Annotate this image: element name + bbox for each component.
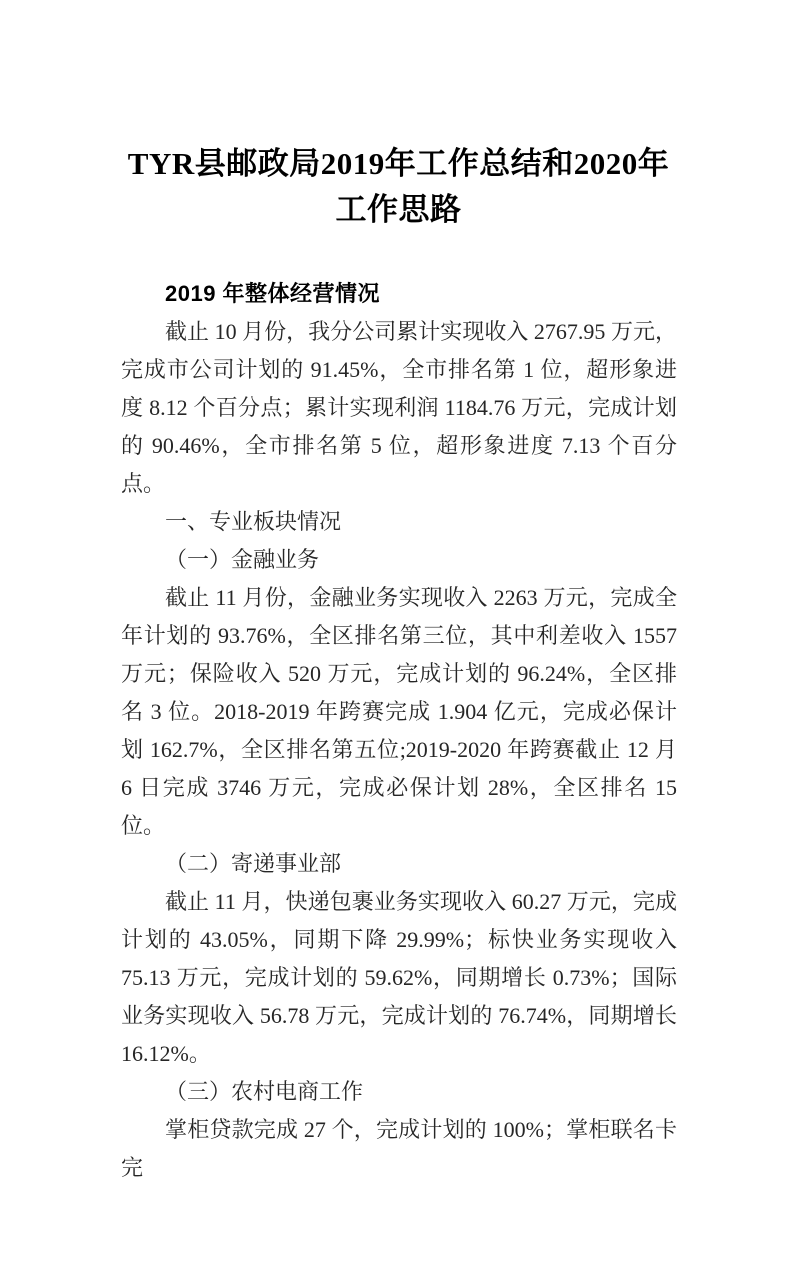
subheading-delivery-department: （二）寄递事业部 (165, 851, 342, 876)
paragraph-delivery-department: 截止 11 月，快递包裹业务实现收入 60.27 万元，完成计划的 43.05%，同期下降 29.99%；标快业务实现收入 75.13 万元，完成计划的 59.62%，同期增长 0.73%；国际业务实现收入 56.78 万元，完成计划的 76.74%，同期增长 16.12%。 (121, 889, 677, 1066)
subheading-business-segments: 一、专业板块情况 (165, 509, 342, 534)
paragraph-financial-business: 截止 11 月份，金融业务实现收入 2263 万元，完成全年计划的 93.76%，全区排名第三位，其中利差收入 1557 万元；保险收入 520 万元，完成计划的 96.24%，全区排名 3 位。2018-2019 年跨赛完成 1.904 亿元，完成必保计划 162.7%，全区排名第五位;2019-2020 年跨赛截止 12 月 6 日完成 3746 万元，完成必保计划 28%，全区排名 15 位。 (121, 585, 677, 838)
document-body (121, 275, 677, 1187)
section-heading-overall-operations: 2019 年整体经营情况 (165, 281, 381, 306)
document-title: TYR县邮政局2019年工作总结和2020年工作思路 (127, 146, 670, 227)
paragraph-rural-ecommerce: 掌柜贷款完成 27 个，完成计划的 100%；掌柜联名卡完 (121, 1117, 677, 1180)
paragraph-overall-revenue: 截止 10 月份，我分公司累计实现收入 2767.95 万元，完成市公司计划的 91.45%，全市排名第 1 位，超形象进度 8.12 个百分点；累计实现利润 1184.76 万元，完成计划的 90.46%，全市排名第 5 位，超形象进度 7.13 个百分点。 (121, 319, 677, 496)
subheading-financial-business: （一）金融业务 (165, 547, 320, 572)
document-page (0, 141, 793, 1263)
subheading-rural-ecommerce: （三）农村电商工作 (165, 1079, 364, 1104)
